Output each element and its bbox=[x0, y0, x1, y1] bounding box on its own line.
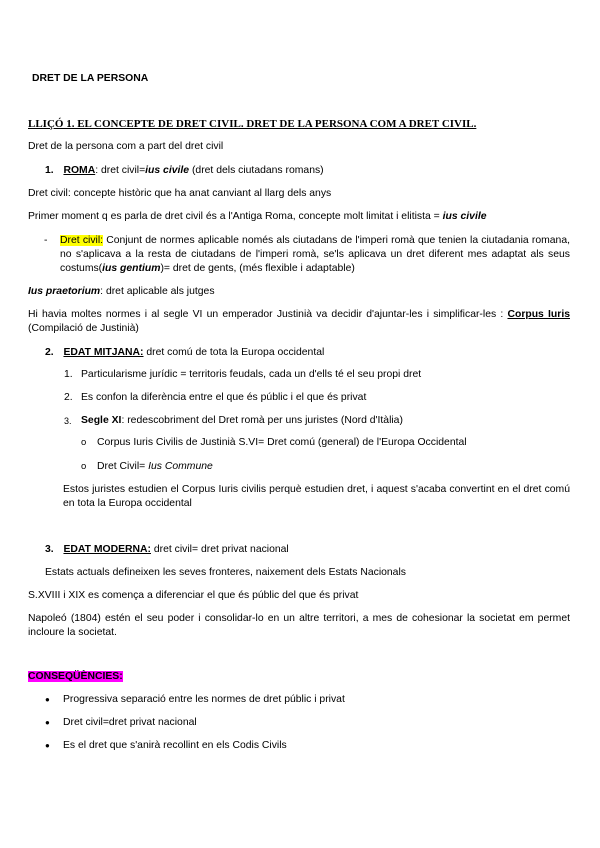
circle-marker: o bbox=[81, 437, 87, 448]
list-item-heading: Segle XI bbox=[81, 415, 122, 426]
section-text: (dret dels ciutadans romans) bbox=[189, 165, 324, 176]
paragraph: Estats actuals defineixen les seves fronteres, naixement dels Estats Nacionals bbox=[45, 567, 406, 578]
lesson-title: LLIÇÓ 1. EL CONCEPTE DE DRET CIVIL. DRET DE LA PERSONA COM A DRET CIVIL. bbox=[28, 118, 477, 130]
list-item: Particularisme jurídic = territoris feudals, cada un d'ells té el seu propi dret bbox=[81, 369, 422, 380]
list-number: 2. bbox=[64, 392, 73, 403]
paragraph-text: Primer moment q es parla de dret civil és a l'Antiga Roma, concepte molt limitat i elitista = bbox=[28, 211, 443, 222]
section-text: dret civil= dret privat nacional bbox=[151, 544, 289, 555]
section-number: 3. bbox=[45, 544, 54, 555]
section-text: dret comú de tota la Europa occidental bbox=[143, 347, 325, 358]
latin-term: Ius praetorium bbox=[28, 286, 101, 297]
bullet-marker: ● bbox=[45, 695, 50, 704]
definition-block bbox=[60, 234, 570, 276]
circle-marker: o bbox=[81, 461, 87, 472]
sub-list-item: Corpus Iuris Civilis de Justinià S.VI= Dret comú (general) de l'Europa Occidental bbox=[97, 437, 467, 448]
document-title: DRET DE LA PERSONA bbox=[32, 73, 149, 84]
paragraph-text: : dret aplicable als jutges bbox=[100, 286, 215, 297]
intro-text: Dret de la persona com a part del dret civil bbox=[28, 141, 224, 152]
dash-marker: - bbox=[44, 235, 48, 246]
bullet-item: Progressiva separació entre les normes de dret públic i privat bbox=[63, 694, 345, 705]
definition-text: )= dret de gents, (més flexible i adaptable) bbox=[160, 263, 355, 274]
bullet-marker: ● bbox=[45, 718, 50, 727]
list-item-text: : redescobriment del Dret romà per uns juristes (Nord d'Itàlia) bbox=[121, 415, 403, 426]
latin-term: ius civile bbox=[145, 165, 190, 176]
definition-text: Conjunt de normes aplicable només als ciutadans de l'imperi romà que tenien la ciutadania romana, no s'aplicava a la resta de ciutadans de l'imperi romà, se'ls aplicava un dret diferent mes adaptat als seus costums( bbox=[60, 235, 570, 274]
section-roma bbox=[45, 164, 324, 178]
section-heading: ROMA bbox=[63, 165, 96, 176]
list-number: 1. bbox=[64, 369, 73, 380]
section-number: 2. bbox=[45, 347, 54, 358]
consequences-heading bbox=[28, 670, 123, 684]
highlighted-term: Dret civil: bbox=[60, 235, 104, 246]
sub-list-item bbox=[97, 460, 213, 474]
paragraph-text: Hi havia moltes normes i al segle VI un emperador Justinià va decidir d'ajuntar-les i simplificar-les : bbox=[28, 309, 508, 320]
highlighted-heading: CONSEQÜÈNCIES: bbox=[28, 671, 123, 682]
list-item: Es confon la diferència entre el que és públic i el que és privat bbox=[81, 392, 367, 403]
list-item bbox=[81, 414, 403, 428]
paragraph: Napoleó (1804) estén el seu poder i consolidar-lo en un altre territori, a mes de cohesionar la societat em permet incloure la societat. bbox=[28, 613, 570, 638]
latin-term: Ius Commune bbox=[148, 461, 213, 472]
paragraph bbox=[28, 210, 487, 224]
latin-term: ius civile bbox=[442, 211, 487, 222]
sub-list-text: Dret Civil= bbox=[97, 461, 149, 472]
key-term: Corpus Iuris bbox=[507, 309, 570, 320]
paragraph bbox=[28, 308, 570, 336]
bullet-item: Es el dret que s'anirà recollint en els Codis Civils bbox=[63, 740, 287, 751]
latin-term: ius gentium bbox=[102, 263, 161, 274]
paragraph: Estos juristes estudien el Corpus Iuris civilis perquè estudien dret, i aquest s'acaba convertint en el dret comú en tota la Europa occidental bbox=[63, 484, 570, 509]
paragraph: Dret civil: concepte històric que ha anat canviant al llarg dels anys bbox=[28, 188, 332, 199]
section-number: 1. bbox=[45, 165, 54, 176]
section-heading: EDAT MODERNA: bbox=[63, 544, 151, 555]
section-heading: EDAT MITJANA: bbox=[63, 347, 144, 358]
section-text: : dret civil= bbox=[95, 165, 146, 176]
section-edat-moderna bbox=[45, 543, 289, 557]
paragraph bbox=[28, 285, 215, 299]
paragraph-text: (Compilació de Justinià) bbox=[28, 323, 139, 334]
section-edat-mitjana bbox=[45, 346, 324, 360]
bullet-item: Dret civil=dret privat nacional bbox=[63, 717, 197, 728]
paragraph: S.XVIII i XIX es comença a diferenciar el que és públic del que és privat bbox=[28, 590, 359, 601]
list-number: 3. bbox=[64, 416, 72, 426]
bullet-marker: ● bbox=[45, 741, 50, 750]
